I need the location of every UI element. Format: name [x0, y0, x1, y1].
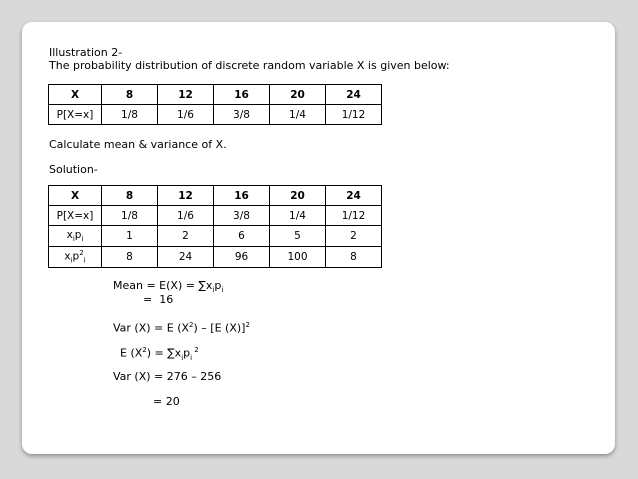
table-row	[49, 247, 382, 268]
table-cell: 1/6	[158, 206, 214, 226]
mean-formula: Mean = $E(X) = \sum x_ip_i$	[113, 279, 224, 295]
table-cell: X	[49, 85, 102, 105]
table-row	[49, 186, 382, 206]
slide-card	[22, 22, 615, 454]
ex2-formula: E $(X^2) = \sum x_ip_i$ $^2$	[120, 346, 199, 362]
table-cell: 20	[270, 186, 326, 206]
table-cell: 8	[326, 247, 382, 268]
table-row	[49, 105, 382, 125]
table-cell: 1/8	[102, 206, 158, 226]
table-cell: 1/6	[158, 105, 214, 125]
table-cell: 8	[102, 247, 158, 268]
table-row	[49, 226, 382, 247]
xp-label-cell: $x_ip_i$	[49, 226, 102, 247]
table-cell: 2	[158, 226, 214, 247]
table-cell: 24	[326, 186, 382, 206]
illustration-statement: The probability distribution of discrete random variable X is given below:	[49, 59, 450, 72]
table-cell: 1/8	[102, 105, 158, 125]
table-cell: 1/12	[326, 206, 382, 226]
solution-label: Solution-	[49, 163, 98, 176]
table-cell: 2	[326, 226, 382, 247]
xp2-label-cell: $x_ip^2_i$	[49, 247, 102, 268]
variance-result: = 20	[153, 395, 180, 408]
table-cell: 96	[214, 247, 270, 268]
table-cell: 3/8	[214, 105, 270, 125]
table-row	[49, 206, 382, 226]
mean-result: = 16	[143, 293, 174, 306]
table-cell: 12	[158, 85, 214, 105]
table-cell: 24	[158, 247, 214, 268]
table-cell: 5	[270, 226, 326, 247]
problem-statement	[49, 46, 450, 72]
table-cell: 6	[214, 226, 270, 247]
table-cell: 100	[270, 247, 326, 268]
table-cell: 16	[214, 186, 270, 206]
illustration-heading: Illustration 2-	[49, 46, 123, 59]
table-cell: 12	[158, 186, 214, 206]
variance-values: Var (X) = 276 – 256	[113, 370, 222, 383]
table-cell: 16	[214, 85, 270, 105]
table-cell: P[X=x]	[49, 105, 102, 125]
variance-formula: Var (X) = E $(X^2) - [E$ (X)]$^2$	[113, 321, 250, 335]
solution-table	[48, 185, 382, 268]
question-text: Calculate mean & variance of X.	[49, 138, 227, 151]
table-cell: 1/12	[326, 105, 382, 125]
distribution-table	[48, 84, 382, 125]
table-cell: P[X=x]	[49, 206, 102, 226]
table-cell: 8	[102, 85, 158, 105]
table-cell: 3/8	[214, 206, 270, 226]
table-cell: 1	[102, 226, 158, 247]
table-cell: 1/4	[270, 206, 326, 226]
table-cell: 20	[270, 85, 326, 105]
table-cell: 8	[102, 186, 158, 206]
table-cell: 1/4	[270, 105, 326, 125]
table-cell: X	[49, 186, 102, 206]
table-cell: 24	[326, 85, 382, 105]
table-row	[49, 85, 382, 105]
